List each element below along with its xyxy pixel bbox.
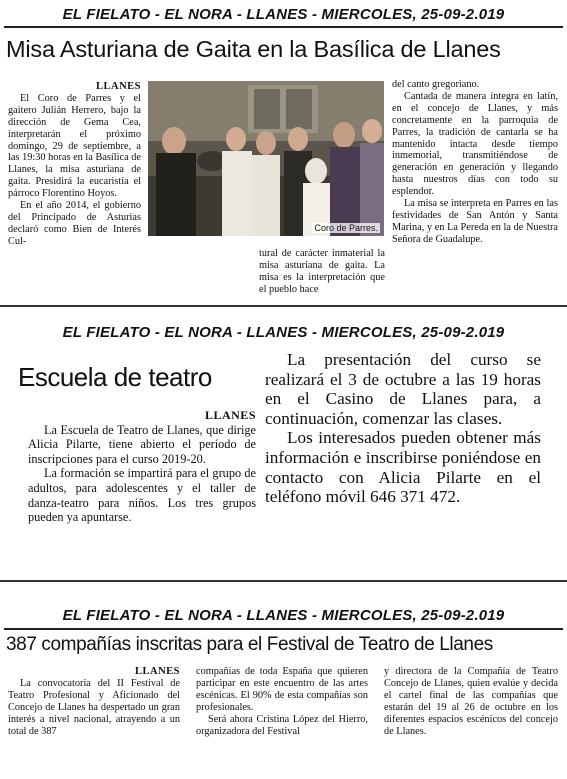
paragraph: compañías de toda España que quieren participar en este encuentro de las artes escénicas. El 90% de esta compañías son profesionales. (196, 666, 368, 713)
paragraph: El Coro de Parres y el gaitero Julián Herrero, bajo la dirección de Gema Cea, interpretarán el próximo domingo, 29 de septiembre, a las 19:30 horas en la Basílica de Llanes, la misa asturiana de gaita. Presidirá la eucaristía el párroco Florentino Hoyos. (8, 92, 141, 200)
photo-caption: Coro de Parres. (314, 223, 378, 233)
article-separator (0, 305, 567, 307)
article-column (392, 79, 558, 246)
article-title: 387 compañías inscritas para el Festival de Teatro de Llanes (6, 634, 493, 655)
paragraph: Cantada de manera íntegra en latín, en el concejo de Llanes, y más concretamente en la parroquia de Parres, la tradición de cantarla se ha mantenido intacta desde tiempo inmemorial, transmitiéndose de generación en generación y llegando hasta nuestros días con todo su esplendor. (392, 90, 558, 198)
paragraph: y directora de la Compañía de Teatro Concejo de Llanes, quien evalúe y decida el cartel final de las compañías que estarán del 19 al 26 de octubre en los diferentes espacios escénicos del concejo de Llanes. (384, 666, 558, 737)
article-title: Misa Asturiana de Gaita en la Basílica de Llanes (6, 36, 501, 62)
paragraph: La Escuela de Teatro de Llanes, que dirige Alicia Pilarte, tiene abierto el período de inscripciones para el curso 2019-20. (28, 422, 256, 466)
paragraph: La presentación del curso se realizará el 3 de octubre a las 19 horas en el Casino de Llanes para, a continuación, comenzar las clases. (265, 350, 541, 428)
paragraph: tural de carácter inmaterial la misa asturiana de gaita. La misa es la interpretación que el pueblo hace (259, 248, 385, 295)
article-column (265, 350, 541, 507)
paragraph: La convocatoria del II Festival de Teatro Profesional y Aficionado del Concejo de Llanes ha despertado un gran interés a nivel nacional, atrayendo a un total de 387 (8, 677, 180, 737)
article-column (8, 666, 180, 737)
paragraph: Los interesados pueden obtener más información e inscribirse poniéndose en contacto con Alicia Pilarte en el teléfono móvil 646 371 472. (265, 428, 541, 507)
paragraph: La misa se interpreta en Parres en las festividades de San Antón y Santa Marina, y en La Pereda en la de Nuestra Señora de Guadalupe. (392, 198, 558, 245)
newspaper-header: EL FIELATO - EL NORA - LLANES - MIERCOLES, 25-09-2.019 (62, 607, 505, 624)
article-column (8, 81, 141, 248)
dateline: LLANES (204, 408, 256, 422)
photo-image (148, 81, 384, 236)
dateline: LLANES (95, 81, 141, 92)
paragraph: Será ahora Cristina López del Hierro, organizadora del Festival (196, 713, 368, 737)
paragraph: La formación se impartirá para el grupo de adultos, para adolescentes y el taller de danza-teatro para niños. Los tres grupos pueden ya apuntarse. (28, 466, 256, 525)
article-column (259, 248, 385, 296)
paragraph: del canto gregoriano. (392, 79, 480, 90)
article-separator (0, 580, 567, 582)
paragraph: En el año 2014, el gobierno del Principado de Asturias declaró como Bien de Interés Cul- (8, 200, 141, 247)
header-rule (4, 628, 563, 630)
article-column (196, 666, 368, 737)
newspaper-header: EL FIELATO - EL NORA - LLANES - MIERCOLES, 25-09-2.019 (62, 6, 505, 23)
newspaper-header: EL FIELATO - EL NORA - LLANES - MIERCOLES, 25-09-2.019 (62, 324, 505, 341)
article-title: Escuela de teatro (18, 362, 212, 392)
photo-coro-de-parres (148, 81, 384, 236)
article-column (28, 408, 256, 525)
dateline: LLANES (134, 666, 180, 677)
header-rule (4, 26, 563, 28)
article-column (384, 666, 558, 737)
